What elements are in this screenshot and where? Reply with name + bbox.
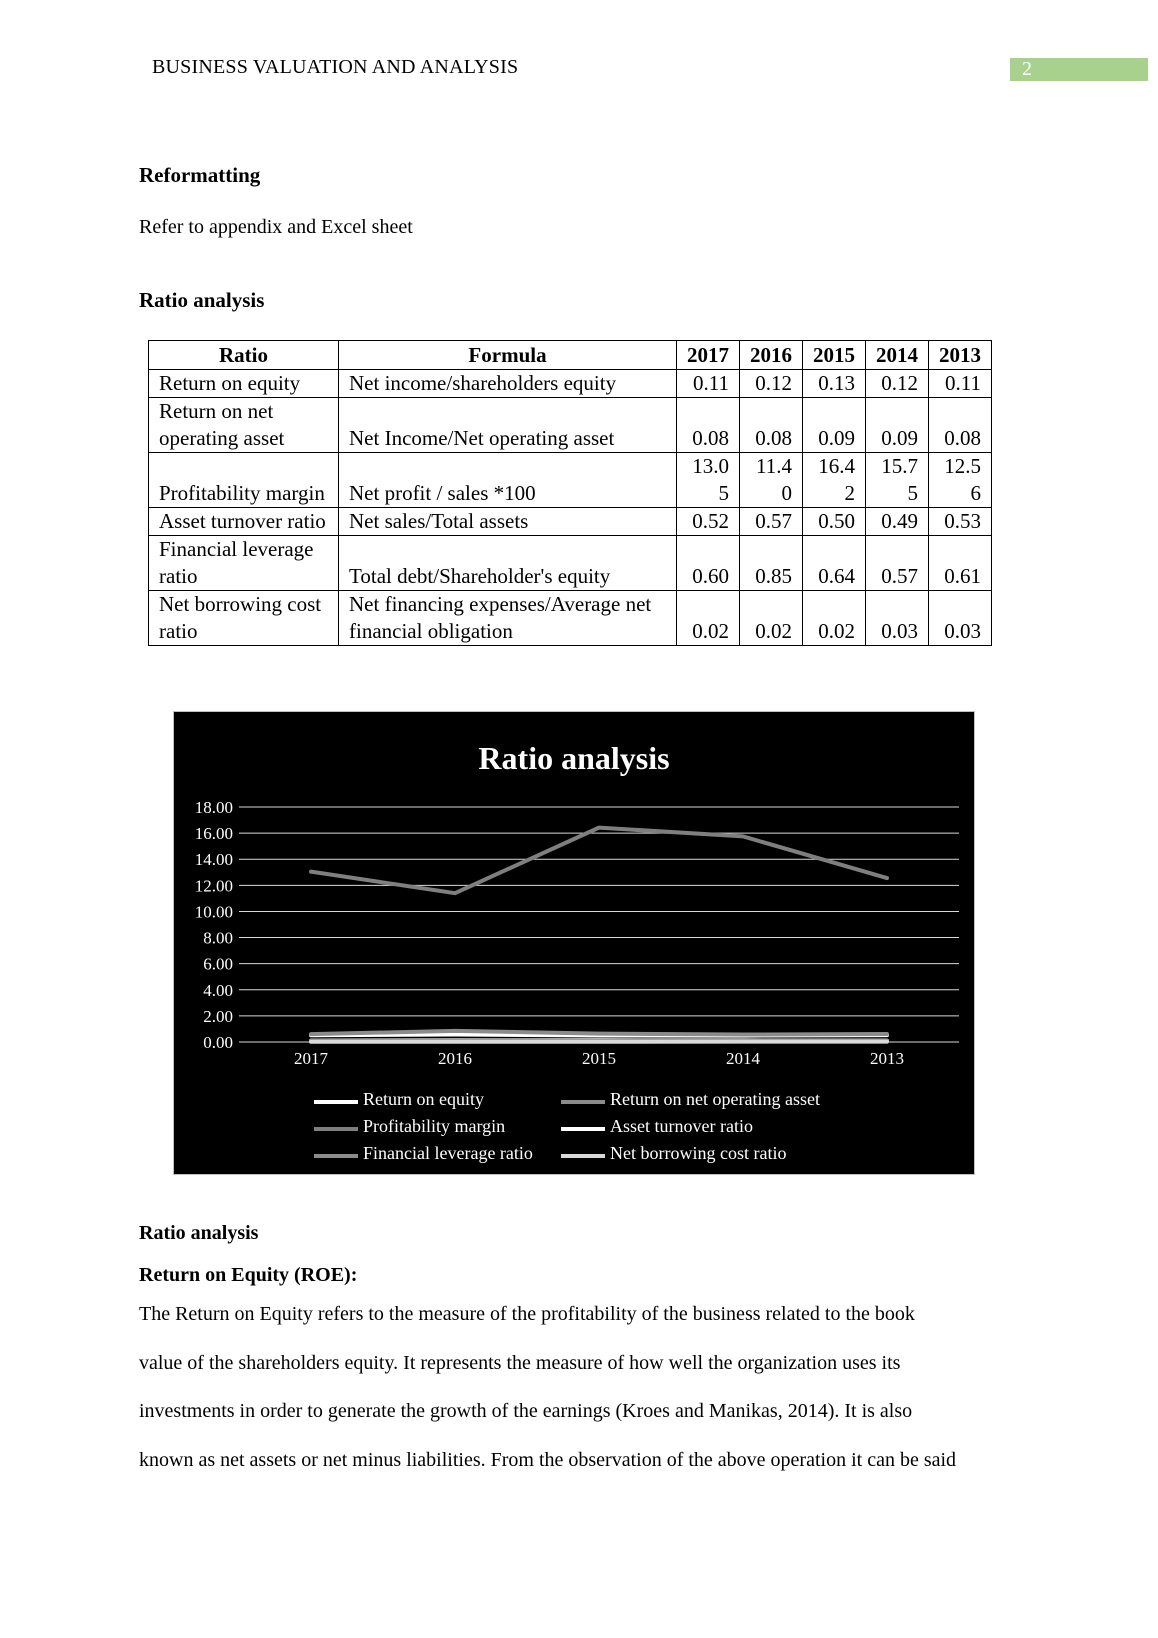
ratio-formula: Total debt/Shareholder's equity xyxy=(339,536,677,591)
series-line xyxy=(311,828,887,894)
ratio-value: 0.02 xyxy=(803,591,866,646)
legend-swatch xyxy=(561,1154,605,1158)
column-header: Ratio xyxy=(149,341,339,370)
column-header: 2014 xyxy=(866,341,929,370)
ratio-chart xyxy=(173,711,975,1175)
reformatting-text: Refer to appendix and Excel sheet xyxy=(139,216,413,238)
legend-label: Asset turnover ratio xyxy=(610,1116,753,1136)
legend-swatch xyxy=(314,1154,358,1158)
y-tick-label: 12.00 xyxy=(194,876,233,896)
ratio-name: Profitability margin xyxy=(149,453,339,508)
roe-subheading: Return on Equity (ROE): xyxy=(139,1264,358,1286)
column-header: 2016 xyxy=(740,341,803,370)
column-header: 2017 xyxy=(677,341,740,370)
ratio-name: Net borrowing cost ratio xyxy=(149,591,339,646)
x-tick-label: 2017 xyxy=(294,1049,328,1068)
ratio-value: 0.61 xyxy=(929,536,992,591)
paragraph-line: investments in order to generate the growth of the earnings (Kroes and Manikas, 2014). It is also xyxy=(139,1400,913,1422)
legend-swatch xyxy=(314,1100,358,1104)
ratio-analysis-heading: Ratio analysis xyxy=(139,288,265,312)
ratio-formula: Net financing expenses/Average net financial obligation xyxy=(339,591,677,646)
ratio-value: 16.42 xyxy=(803,453,866,508)
x-tick-label: 2016 xyxy=(438,1049,472,1068)
legend-label: Financial leverage ratio xyxy=(363,1143,533,1163)
ratio-formula: Net profit / sales *100 xyxy=(339,453,677,508)
roe-paragraph xyxy=(139,1290,1019,1484)
chart-title: Ratio analysis xyxy=(478,740,670,776)
ratio-formula: Net sales/Total assets xyxy=(339,508,677,536)
ratio-value: 0.57 xyxy=(740,508,803,536)
ratio-value: 0.52 xyxy=(677,508,740,536)
legend-label: Profitability margin xyxy=(363,1116,506,1136)
ratio-formula: Net income/shareholders equity xyxy=(339,370,677,398)
legend-swatch xyxy=(561,1127,605,1131)
paragraph-line: known as net assets or net minus liabilities. From the observation of the above operation it can be said xyxy=(139,1448,957,1471)
table-row xyxy=(149,398,992,453)
ratio-value: 0.08 xyxy=(677,398,740,453)
ratio-value: 0.13 xyxy=(803,370,866,398)
ratio-name: Financial leverage ratio xyxy=(149,536,339,591)
y-tick-label: 16.00 xyxy=(194,824,233,844)
legend-label: Net borrowing cost ratio xyxy=(610,1143,787,1163)
y-tick-label: 4.00 xyxy=(203,980,233,1000)
ratio-value: 0.11 xyxy=(929,370,992,398)
ratio-value: 0.11 xyxy=(677,370,740,398)
y-tick-label: 14.00 xyxy=(194,850,233,870)
x-tick-label: 2015 xyxy=(582,1049,616,1068)
page-number-box xyxy=(1010,58,1148,81)
ratio-value: 0.08 xyxy=(740,398,803,453)
table-row xyxy=(149,591,992,646)
ratio-name: Return on net operating asset xyxy=(149,398,339,453)
ratio-value: 0.03 xyxy=(929,591,992,646)
ratio-value: 15.75 xyxy=(866,453,929,508)
ratio-value: 0.08 xyxy=(929,398,992,453)
ratio-value: 0.02 xyxy=(740,591,803,646)
y-tick-label: 10.00 xyxy=(194,902,233,922)
ratio-value: 0.57 xyxy=(866,536,929,591)
paragraph-line: The Return on Equity refers to the measure of the profitability of the business related to the book xyxy=(139,1303,915,1325)
y-tick-label: 6.00 xyxy=(203,954,233,974)
running-header: BUSINESS VALUATION AND ANALYSIS xyxy=(152,56,519,78)
ratio-table xyxy=(148,340,992,646)
ratio-value: 0.09 xyxy=(866,398,929,453)
analysis-heading: Ratio analysis xyxy=(139,1222,259,1244)
column-header: Formula xyxy=(339,341,677,370)
ratio-value: 0.53 xyxy=(929,508,992,536)
ratio-value: 12.56 xyxy=(929,453,992,508)
ratio-name: Asset turnover ratio xyxy=(149,508,339,536)
x-tick-label: 2013 xyxy=(870,1049,904,1068)
column-header: 2013 xyxy=(929,341,992,370)
table-row xyxy=(149,508,992,536)
page-number: 2 xyxy=(1022,58,1032,80)
reformatting-heading: Reformatting xyxy=(139,163,261,187)
y-tick-label: 18.00 xyxy=(194,798,233,817)
legend-swatch xyxy=(314,1127,358,1131)
ratio-value: 13.05 xyxy=(677,453,740,508)
ratio-value: 0.85 xyxy=(740,536,803,591)
ratio-name: Return on equity xyxy=(149,370,339,398)
ratio-value: 0.64 xyxy=(803,536,866,591)
ratio-value: 11.40 xyxy=(740,453,803,508)
ratio-formula: Net Income/Net operating asset xyxy=(339,398,677,453)
table-header-row xyxy=(149,341,992,370)
ratio-value: 0.09 xyxy=(803,398,866,453)
table-row xyxy=(149,453,992,508)
chart-plot xyxy=(174,712,974,1087)
legend-label: Return on equity xyxy=(363,1089,484,1109)
ratio-value: 0.12 xyxy=(866,370,929,398)
ratio-value: 0.50 xyxy=(803,508,866,536)
ratio-value: 0.03 xyxy=(866,591,929,646)
x-tick-label: 2014 xyxy=(726,1049,760,1068)
ratio-value: 0.49 xyxy=(866,508,929,536)
ratio-value: 0.12 xyxy=(740,370,803,398)
y-tick-label: 0.00 xyxy=(203,1033,233,1052)
column-header: 2015 xyxy=(803,341,866,370)
y-tick-label: 8.00 xyxy=(203,928,233,948)
legend-swatch xyxy=(561,1100,605,1104)
y-tick-label: 2.00 xyxy=(203,1006,233,1026)
ratio-value: 0.02 xyxy=(677,591,740,646)
table-row xyxy=(149,370,992,398)
table-row xyxy=(149,536,992,591)
series-line xyxy=(311,1031,887,1035)
legend-label: Return on net operating asset xyxy=(610,1089,820,1109)
ratio-value: 0.60 xyxy=(677,536,740,591)
paragraph-line: value of the shareholders equity. It represents the measure of how well the organization uses its xyxy=(139,1351,901,1374)
